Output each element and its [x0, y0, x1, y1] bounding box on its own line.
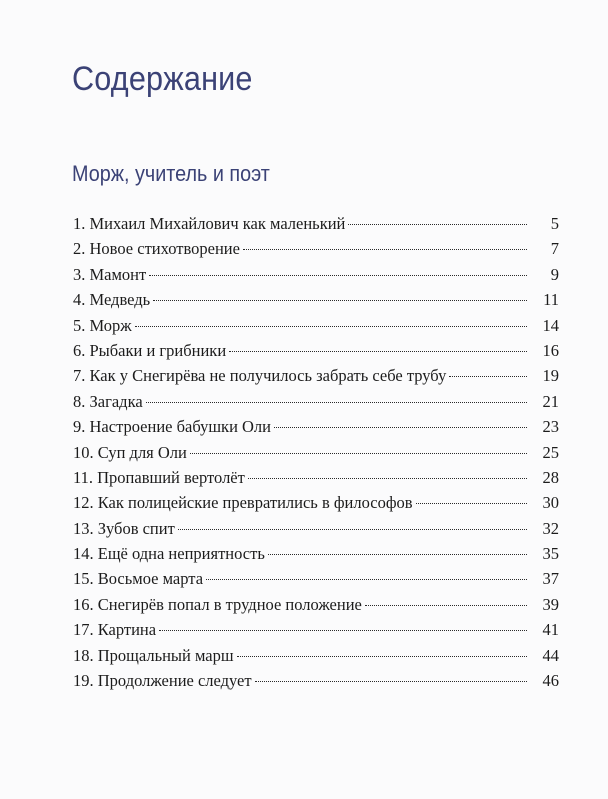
toc-entry[interactable]: [73, 316, 559, 341]
toc-entry[interactable]: [73, 290, 559, 315]
toc-entry-title: 11. Пропавший вертолёт: [73, 467, 245, 487]
toc-entry-page-number: 30: [542, 493, 559, 513]
toc-entry-title: 3. Мамонт: [73, 264, 147, 284]
toc-entry-title: 6. Рыбаки и грибники: [73, 340, 227, 360]
toc-entry-title: 4. Медведь: [73, 290, 151, 310]
toc-entry-title: 17. Картина: [73, 620, 157, 640]
toc-entry[interactable]: [73, 392, 559, 417]
toc-entry-page-number: 32: [542, 518, 559, 538]
toc-entry-title: 2. Новое стихотворение: [73, 239, 240, 259]
toc-entry-page-number: 25: [542, 442, 559, 462]
toc-entry-title: 9. Настроение бабушки Оли: [73, 417, 271, 437]
toc-entry-page-number: 5: [550, 214, 559, 233]
toc-entry[interactable]: [73, 519, 559, 544]
section-title: Морж, учитель и поэт: [72, 161, 270, 186]
toc-entry-page-number: 14: [542, 315, 559, 335]
page-title: Содержание: [72, 60, 253, 98]
dot-leader: [206, 579, 527, 580]
toc-entry-page-number: 28: [542, 467, 559, 487]
toc-entry[interactable]: [73, 595, 559, 620]
dot-leader: [135, 326, 527, 327]
toc-entry[interactable]: [73, 569, 559, 594]
toc-entry-page-number: 23: [542, 417, 559, 437]
toc-entry[interactable]: [73, 366, 559, 391]
toc-entry[interactable]: [73, 544, 559, 569]
toc-entry-page-number: 9: [550, 264, 559, 284]
table-of-contents: [73, 214, 559, 696]
toc-entry[interactable]: [73, 620, 559, 645]
toc-entry[interactable]: [73, 646, 559, 671]
toc-entry[interactable]: [73, 671, 559, 696]
dot-leader: [449, 376, 527, 377]
toc-entry[interactable]: [73, 265, 559, 290]
toc-entry-title: 1. Михаил Михайлович как маленький: [73, 214, 346, 233]
toc-entry-title: 14. Ещё одна неприятность: [73, 544, 265, 564]
toc-entry[interactable]: [73, 417, 559, 442]
dot-leader: [149, 275, 527, 276]
toc-entry-page-number: 37: [542, 569, 559, 589]
toc-entry-title: 19. Продолжение следует: [73, 671, 252, 691]
toc-entry-title: 8. Загадка: [73, 391, 143, 411]
toc-entry-page-number: 11: [543, 290, 559, 310]
toc-entry-page-number: 41: [542, 620, 559, 640]
toc-entry-title: 16. Снегирёв попал в трудное положение: [73, 594, 362, 614]
toc-entry[interactable]: [73, 341, 559, 366]
toc-entry-page-number: 16: [542, 340, 559, 360]
toc-entry-page-number: 19: [542, 366, 559, 386]
dot-leader: [255, 681, 527, 682]
dot-leader: [348, 224, 527, 225]
toc-entry-page-number: 46: [542, 671, 559, 691]
toc-entry-title: 7. Как у Снегирёва не получилось забрать себе трубу: [73, 366, 447, 386]
toc-entry-title: 10. Суп для Оли: [73, 442, 187, 462]
toc-entry-title: 12. Как полицейские превратились в философов: [73, 493, 413, 513]
toc-entry-page-number: 7: [550, 239, 559, 259]
dot-leader: [159, 630, 527, 631]
dot-leader: [190, 453, 527, 454]
toc-entry-title: 15. Восьмое марта: [73, 569, 204, 589]
toc-entry-page-number: 39: [542, 594, 559, 614]
dot-leader: [153, 300, 527, 301]
toc-entry[interactable]: [73, 443, 559, 468]
toc-entry-title: 18. Прощальный марш: [73, 645, 234, 665]
toc-entry[interactable]: [73, 493, 559, 518]
dot-leader: [268, 554, 527, 555]
toc-entry[interactable]: [73, 214, 559, 239]
toc-entry-page-number: 44: [542, 645, 559, 665]
dot-leader: [365, 605, 527, 606]
dot-leader: [248, 478, 527, 479]
dot-leader: [178, 529, 527, 530]
toc-entry-title: 5. Морж: [73, 315, 132, 335]
toc-entry[interactable]: [73, 239, 559, 264]
dot-leader: [243, 249, 527, 250]
toc-entry-page-number: 21: [542, 391, 559, 411]
toc-entry-title: 13. Зубов спит: [73, 518, 175, 538]
dot-leader: [274, 427, 527, 428]
toc-entry-page-number: 35: [542, 544, 559, 564]
dot-leader: [229, 351, 527, 352]
dot-leader: [146, 402, 527, 403]
dot-leader: [416, 503, 527, 504]
dot-leader: [237, 656, 527, 657]
toc-entry[interactable]: [73, 468, 559, 493]
